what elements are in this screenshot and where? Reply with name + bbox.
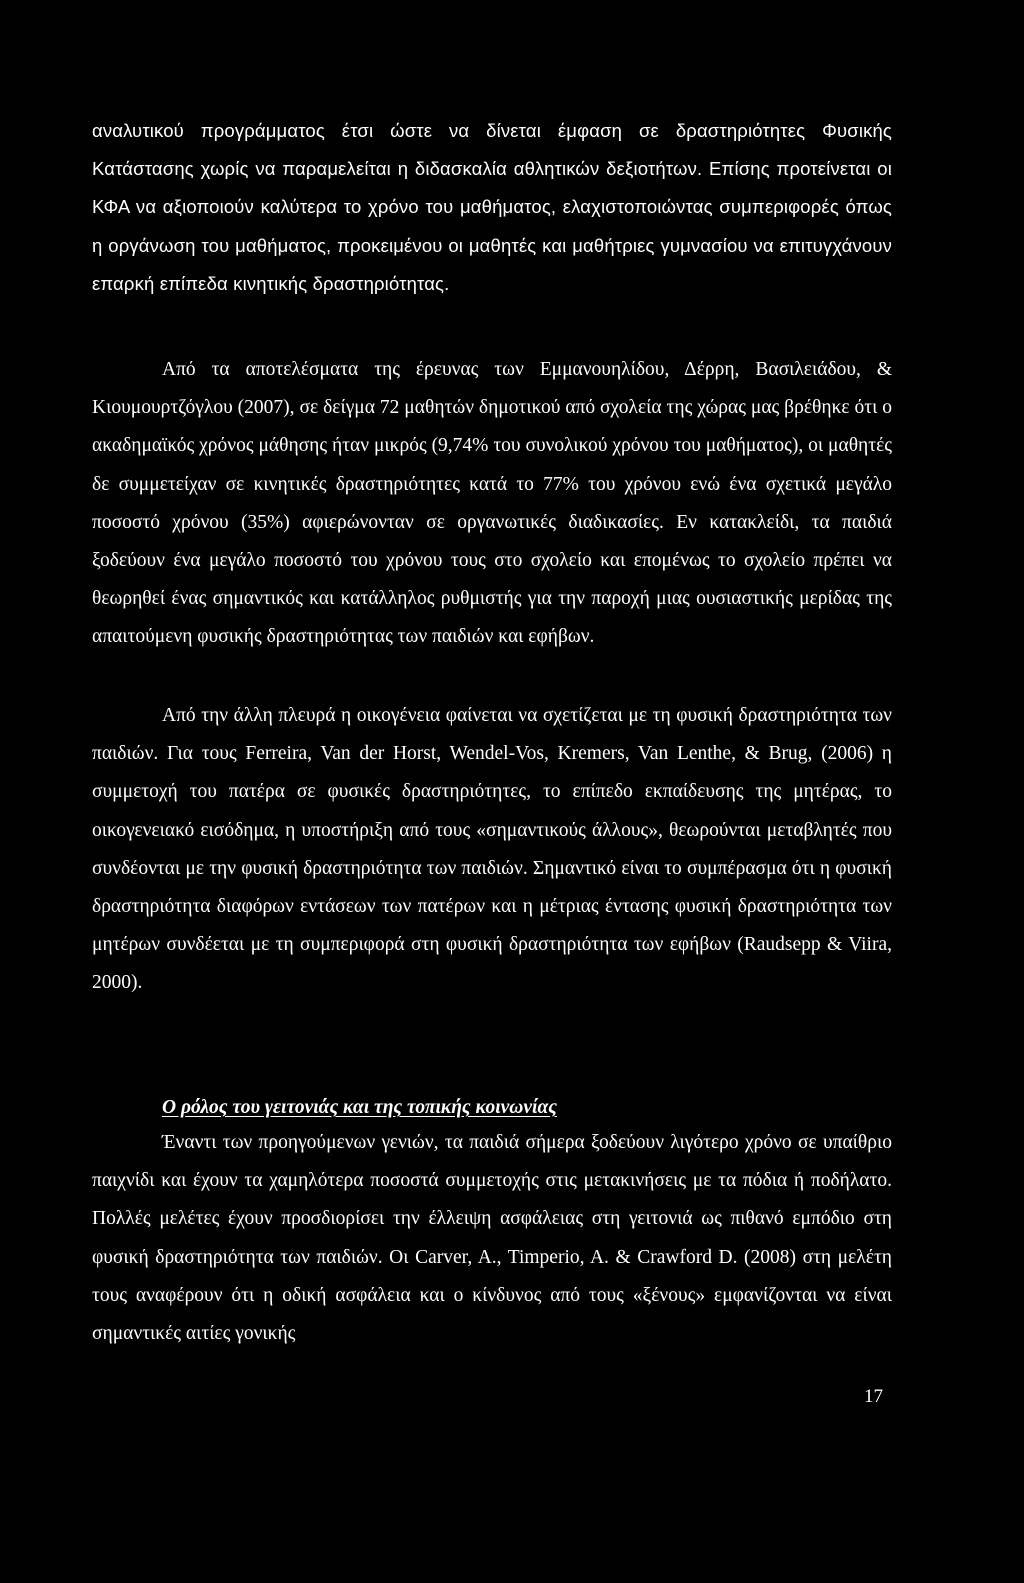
paragraph-research-results: Από τα αποτελέσματα της έρευνας των Εμμανουηλίδου, Δέρρη, Βασιλειάδου, & Κιουμουρτζόγλου (2007), σε δείγμα 72 μαθητών δημοτικού από σχολεία της χώρας μας βρέθηκε ότι ο ακαδημαϊκός χρόνος μάθησης ήταν μικρός (9,74% του συνολικού χρόνου του μαθήματος), οι μαθητές δε συμμετείχαν σε κινητικές δραστηριότητες κατά το 77% του χρόνου ενώ ένα σχετικά μεγάλο ποσοστό χρόνου (35%) αφιερώνονταν σε οργανωτικές διαδικασίες. Εν κατακλείδι, τα παιδιά ξοδεύουν ένα μεγάλο ποσοστό του χρόνου τους στο σχολείο και επομένως το σχολείο πρέπει να θεωρηθεί ένας σημαντικός και κατάλληλος ρυθμιστής για την παροχή μιας ουσιαστικής μερίδας της απαιτούμενη φυσικής δραστηριότητας των παιδιών και εφήβων. [92, 359, 892, 648]
section-heading-neighbourhood: Ο ρόλος του γειτονιάς και της τοπικής κοινωνίας [162, 1097, 557, 1118]
paragraph-neighbourhood-safety: Έναντι των προηγούμενων γενιών, τα παιδιά σήμερα ξοδεύουν λιγότερο χρόνο σε υπαίθριο παιχνίδι και έχουν τα χαμηλότερα ποσοστά συμμετοχής στις μετακινήσεις με τα πόδια ή ποδήλατο. Πολλές μελέτες έχουν προσδιορίσει την έλλειψη ασφάλειας στη γειτονιά ως πιθανό εμπόδιο στη φυσική δραστηριότητα των παιδιών. Οι Carver, A., Timperio, A. & Crawford D. (2008) στη μελέτη τους αναφέρουν ότι η οδική ασφάλεια και ο κίνδυνος από τους «ξένους» εμφανίζονται να είναι σημαντικές αιτίες γονικής [92, 1132, 892, 1345]
paragraph-family-influence: Από την άλλη πλευρά η οικογένεια φαίνεται να σχετίζεται με τη φυσική δραστηριότητα των παιδιών. Για τους Ferreira, Van der Horst, Wendel-Vos, Kremers, Van Lenthe, & Brug, (2006) η συμμετοχή του πατέρα σε φυσικές δραστηριότητες, το επίπεδο εκπαίδευσης της μητέρας, το οικογενειακό εισόδημα, η υποστήριξη από τους «σημαντικούς άλλους», θεωρούνται μεταβλητές που συνδέονται με την φυσική δραστηριότητα των παιδιών. Σημαντικό είναι το συμπέρασμα ότι η φυσική δραστηριότητα διαφόρων εντάσεων των πατέρων και η μέτριας έντασης φυσική δραστηριότητα των μητέρων συνδέεται με τη συμπεριφορά στη φυσική δραστηριότητα των εφήβων (Raudsepp & Viira, 2000). [92, 705, 892, 994]
page-number: 17 [864, 1386, 883, 1407]
paragraph-school-curriculum: αναλυτικού προγράμματος έτσι ώστε να δίνεται έμφαση σε δραστηριότητες Φυσικής Κατάστασης χωρίς να παραμελείται η διδασκαλία αθλητικών δεξιοτήτων. Επίσης προτείνεται οι ΚΦΑ να αξιοποιούν καλύτερα το χρόνο του μαθήματος, ελαχιστοποιώντας συμπεριφορές όπως η οργάνωση του μαθήματος, προκειμένου οι μαθητές και μαθήτριες γυμνασίου να επιτυγχάνουν επαρκή επίπεδα κινητικής δραστηριότητας. [92, 120, 892, 294]
